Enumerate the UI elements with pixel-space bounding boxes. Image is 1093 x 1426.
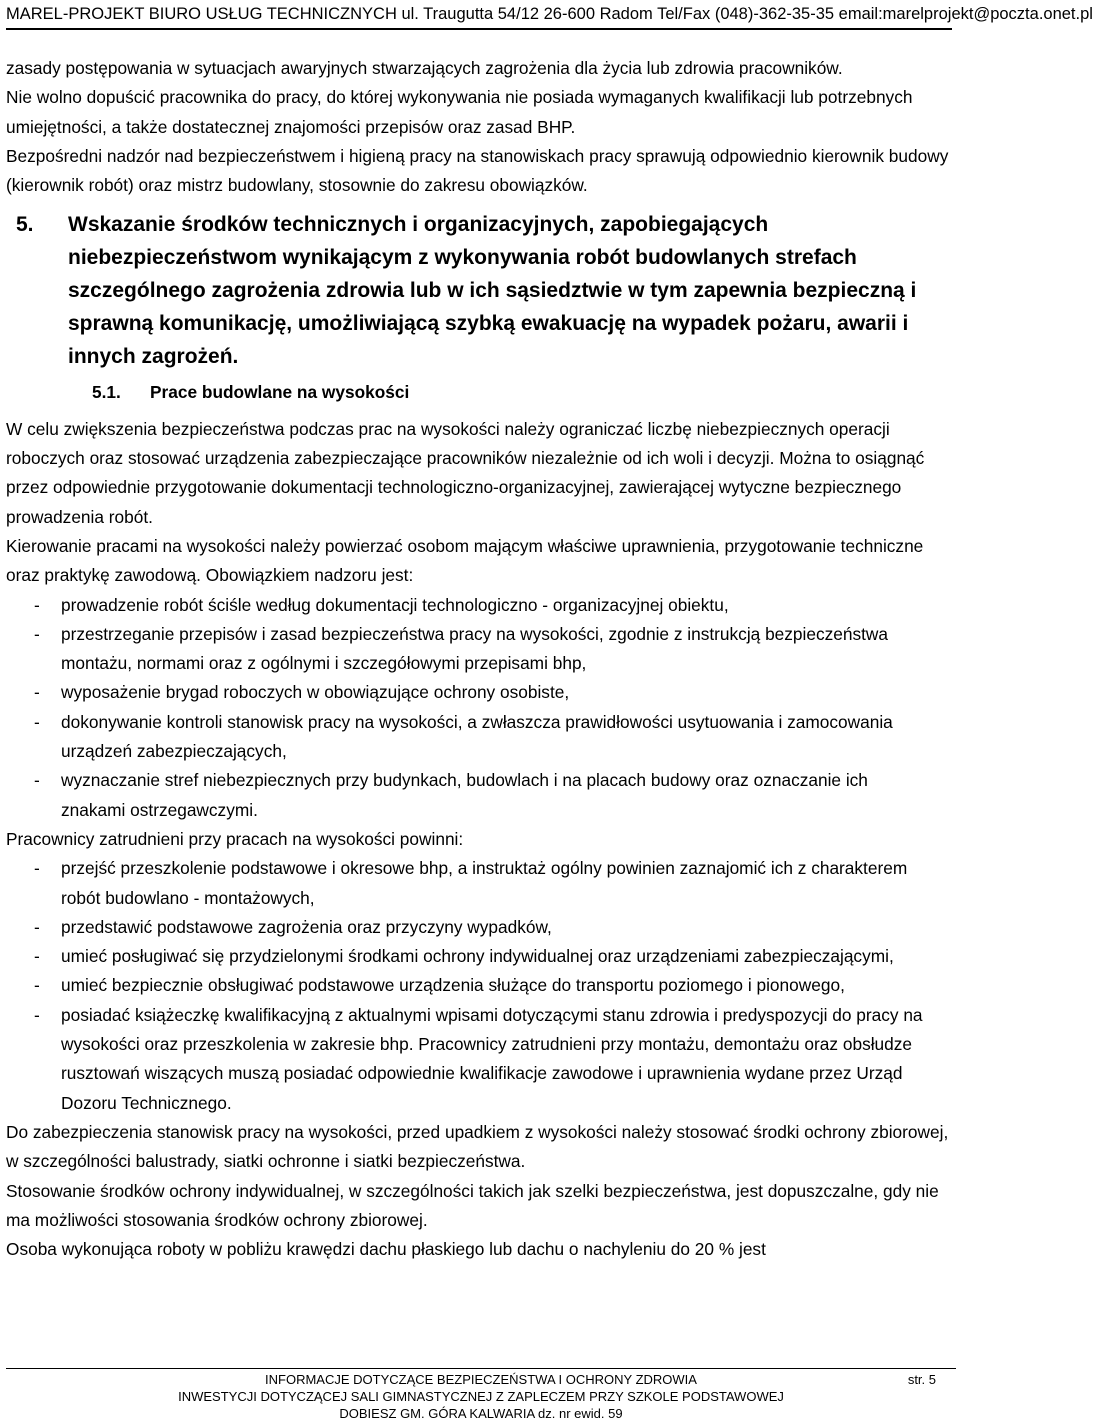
paragraph: Do zabezpieczenia stanowisk pracy na wysokości, przed upadkiem z wysokości należy stosować środki ochrony zbiorowej, w szczególności balustrady, siatki ochronne i siatki bezpieczeństwa.	[6, 1121, 949, 1172]
list-item	[6, 913, 956, 942]
footer-lines	[6, 1369, 956, 1422]
footer-line: DOBIESZ GM. GÓRA KALWARIA dz. nr ewid. 59	[339, 1406, 623, 1421]
subsection-title: Prace budowlane na wysokości	[150, 382, 410, 403]
list-item-text: wyposażenie brygad roboczych w obowiązujące ochrony osobiste,	[61, 682, 570, 703]
footer-line: INWESTYCJI DOTYCZĄCEJ SALI GIMNASTYCZNEJ Z ZAPLECZEM PRZY SZKOLE PODSTAWOWEJ	[178, 1389, 784, 1404]
paragraph: Kierowanie pracami na wysokości należy powierzać osobom mającym właściwe uprawnienia, przygotowanie techniczne oraz praktykę zawodową. Obowiązkiem nadzoru jest:	[6, 535, 924, 586]
dash-bullet: -	[34, 1004, 40, 1025]
dash-bullet: -	[34, 682, 40, 703]
dash-bullet: -	[34, 946, 40, 967]
list-item	[6, 591, 956, 620]
list-item-text: wyznaczanie stref niebezpiecznych przy budynkach, budowlach i na placach budowy oraz oznaczanie ich znakami ostrzegawczymi.	[61, 770, 868, 820]
list-item	[6, 971, 956, 1000]
section-title: Wskazanie środków technicznych i organizacyjnych, zapobiegających niebezpieczeństwom wynikającym z wykonywania robót budowlanych strefach szczególnego zagrożenia zdrowia lub w ich sąsiedztwie w tym zapewnia bezpieczną i sprawną komunikację, umożliwiającą szybką ewakuację na wypadek pożaru, awarii i innych zagrożeń.	[68, 213, 917, 369]
list-item-text: prowadzenie robót ściśle według dokumentacji technologiczno - organizacyjnej obiektu,	[61, 594, 729, 615]
dash-bullet: -	[34, 594, 40, 615]
list-item	[6, 766, 956, 825]
paragraph: Pracownicy zatrudnieni przy pracach na wysokości powinni:	[6, 828, 464, 849]
supervision-duties-list	[6, 591, 956, 825]
paragraph: Osoba wykonująca roboty w pobliżu krawędzi dachu płaskiego lub dachu o nachyleniu do 20 % jest	[6, 1239, 766, 1260]
list-item-text: przedstawić podstawowe zagrożenia oraz przyczyny wypadków,	[61, 916, 552, 937]
list-item-text: umieć posługiwać się przydzielonymi środkami ochrony indywidualnej oraz urządzeniami zabezpieczającymi,	[61, 946, 894, 967]
list-item	[6, 708, 956, 767]
section-number: 5.	[16, 213, 34, 237]
subsection-number: 5.1.	[92, 382, 121, 403]
list-item	[6, 678, 956, 707]
list-item	[6, 620, 956, 679]
paragraph: W celu zwiększenia bezpieczeństwa podczas prac na wysokości należy ograniczać liczbę niebezpiecznych operacji roboczych oraz stosować urządzenia zabezpieczające pracowników niezależnie od ich woli i decyzji. Można to osiągnąć przez odpowiednie przygotowanie dokumentacji technologiczno-organizacyjnej, zawierającej wytyczne bezpiecznego prowadzenia robót.	[6, 418, 925, 527]
footer-line: INFORMACJE DOTYCZĄCE BEZPIECZEŃSTWA I OCHRONY ZDROWIA	[265, 1372, 697, 1387]
paragraph: Nie wolno dopuścić pracownika do pracy, do której wykonywania nie posiada wymaganych kwalifikacji lub potrzebnych umiejętności, a także dostatecznej znajomości przepisów oraz zasad BHP.	[6, 87, 913, 137]
page-footer	[6, 1368, 956, 1422]
list-item-text: umieć bezpiecznie obsługiwać podstawowe urządzenia służące do transportu poziomego i pionowego,	[61, 975, 845, 996]
list-item	[6, 942, 956, 971]
paragraph: Stosowanie środków ochrony indywidualnej, w szczególności takich jak szelki bezpieczeństwa, jest dopuszczalne, gdy nie ma możliwości stosowania środków ochrony zbiorowej.	[6, 1180, 939, 1230]
list-item	[6, 854, 956, 913]
header-text: MAREL-PROJEKT BIURO USŁUG TECHNICZNYCH ul. Traugutta 54/12 26-600 Radom Tel/Fax (048)-362-35-35 email:marelprojekt@poczta.onet.pl	[6, 5, 1093, 23]
paragraph: Bezpośredni nadzór nad bezpieczeństwem i higieną pracy na stanowiskach pracy sprawują odpowiednio kierownik budowy (kierownik robót) oraz mistrz budowlany, stosownie do zakresu obowiązków.	[6, 145, 949, 196]
dash-bullet: -	[34, 711, 40, 732]
list-item-text: przejść przeszkolenie podstawowe i okresowe bhp, a instruktaż ogólny powinien zaznajomić ich z charakterem robót budowlano - montażowych,	[61, 858, 908, 908]
paragraph: zasady postępowania w sytuacjach awaryjnych stwarzających zagrożenia dla życia lub zdrowia pracowników.	[6, 58, 843, 78]
dash-bullet: -	[34, 975, 40, 996]
section-heading	[6, 208, 956, 373]
dash-bullet: -	[34, 623, 40, 644]
list-item-text: dokonywanie kontroli stanowisk pracy na wysokości, a zwłaszcza prawidłowości usytuowania i zamocowania urządzeń zabezpieczających,	[61, 711, 893, 762]
worker-requirements-list	[6, 854, 956, 1118]
subsection-heading	[92, 378, 956, 407]
page-number: str. 5	[907, 1372, 936, 1387]
document-body	[6, 54, 956, 1264]
list-item-text: przestrzeganie przepisów i zasad bezpieczeństwa pracy na wysokości, zgodnie z instrukcją bezpieczeństwa montażu, normami oraz z ogólnymi i szczegółowymi przepisami bhp,	[61, 623, 889, 674]
list-item-text: posiadać książeczkę kwalifikacyjną z aktualnymi wpisami dotyczącymi stanu zdrowia i predyspozycji do pracy na wysokości oraz przeszkolenia w zakresie bhp. Pracownicy zatrudnieni przy montażu, demontażu oraz obsłudze rusztowań wiszących muszą posiadać odpowiednie kwalifikacje zawodowe i uprawnienia wydane przez Urząd Dozoru Technicznego.	[61, 1004, 923, 1113]
dash-bullet: -	[34, 916, 40, 937]
list-item	[6, 1001, 956, 1118]
dash-bullet: -	[34, 858, 40, 879]
dash-bullet: -	[34, 770, 40, 791]
page-header	[6, 0, 1093, 30]
